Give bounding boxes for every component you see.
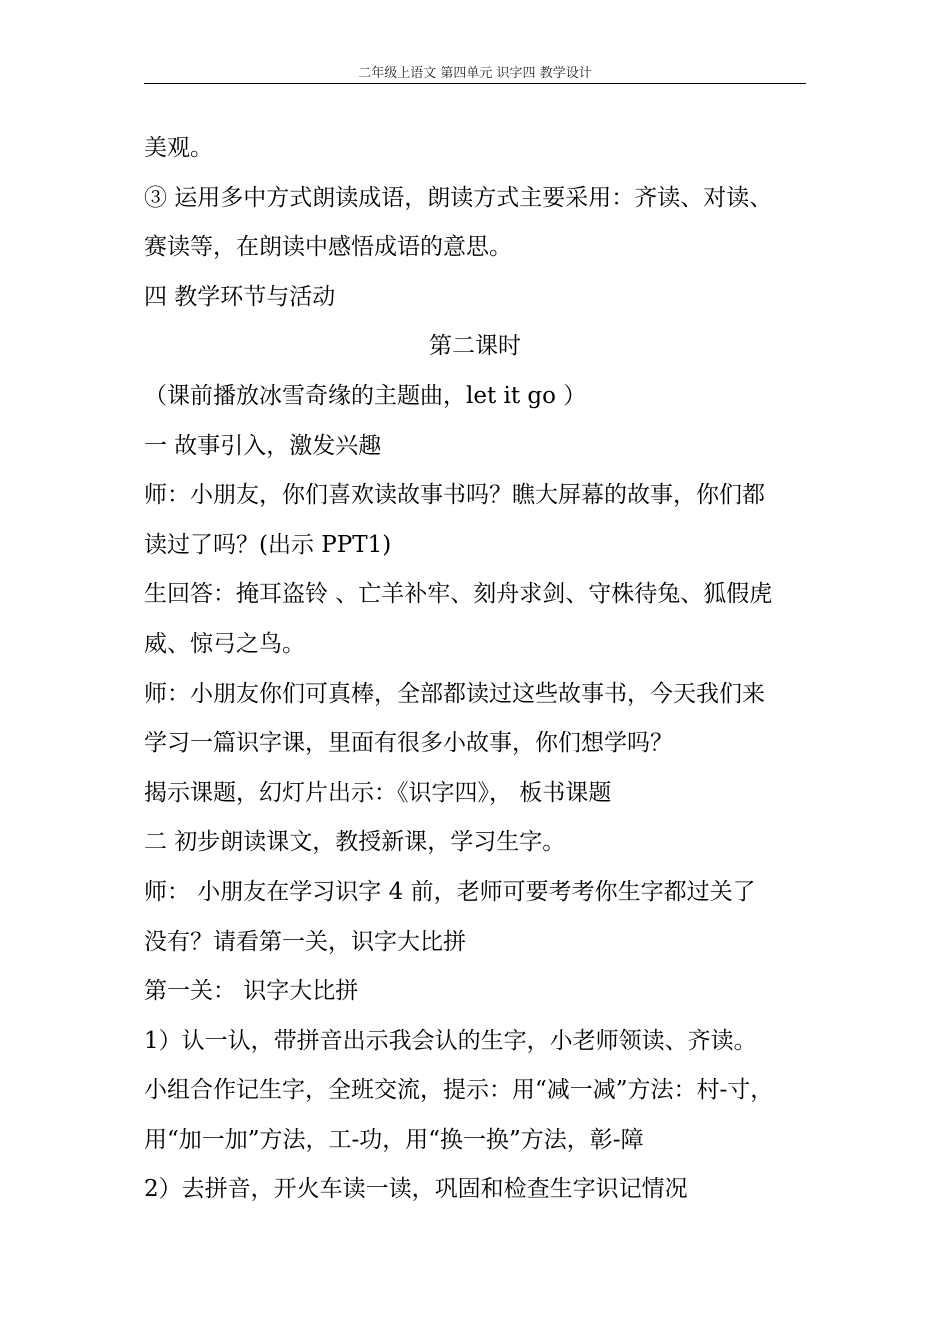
subsection-heading: 第一关： 识字大比拼 bbox=[144, 978, 359, 1005]
text-line: 生回答：掩耳盗铃 、亡羊补牢、刻舟求剑、守株待兔、狐假虎 bbox=[144, 581, 773, 608]
lesson-period-title: 第二课时 bbox=[429, 333, 521, 360]
section-heading: 四 教学环节与活动 bbox=[144, 283, 336, 310]
text-line: 赛读等，在朗读中感悟成语的意思。 bbox=[144, 234, 512, 261]
text-line: 学习一篇识字课，里面有很多小故事，你们想学吗？ bbox=[144, 730, 673, 757]
text-line: 揭示课题，幻灯片出示：《识字四》， 板书课题 bbox=[144, 779, 612, 806]
text-line: ③ 运用多中方式朗读成语，朗读方式主要采用：齐读、对读、 bbox=[144, 184, 773, 211]
text-line: 读过了吗？(出示 PPT1) bbox=[144, 531, 392, 558]
text-line: 美观。 bbox=[144, 135, 213, 161]
running-header: 二年级上语文 第四单元 识字四 教学设计 bbox=[358, 66, 592, 81]
text-line: 小组合作记生字，全班交流，提示：用“减一减”方法：村-寸， bbox=[144, 1077, 774, 1104]
text-line: 1）认一认，带拼音出示我会认的生字，小老师领读、齐读。 bbox=[144, 1027, 757, 1054]
text-line: 用“加一加”方法，工-功，用“换一换”方法，彰-障 bbox=[144, 1126, 644, 1153]
section-heading: 二 初步朗读课文，教授新课，学习生字。 bbox=[144, 829, 566, 856]
text-line: 师： 小朋友在学习识字 4 前，老师可要考考你生字都过关了 bbox=[144, 878, 756, 905]
text-line: 威、惊弓之鸟。 bbox=[144, 630, 305, 657]
header-divider bbox=[144, 83, 806, 84]
text-line: （课前播放冰雪奇缘的主题曲，let it go ） bbox=[144, 382, 587, 409]
text-line: 师：小朋友，你们喜欢读故事书吗？瞧大屏幕的故事，你们都 bbox=[144, 482, 765, 509]
document-body bbox=[144, 124, 812, 1215]
text-line: 师：小朋友你们可真棒，全部都读过这些故事书，今天我们来 bbox=[144, 680, 765, 707]
text-line: 2）去拼音，开火车读一读，巩固和检查生字识记情况 bbox=[144, 1176, 688, 1203]
section-heading: 一 故事引入，激发兴趣 bbox=[144, 432, 382, 459]
text-line: 没有？请看第一关，识字大比拼 bbox=[144, 928, 466, 955]
